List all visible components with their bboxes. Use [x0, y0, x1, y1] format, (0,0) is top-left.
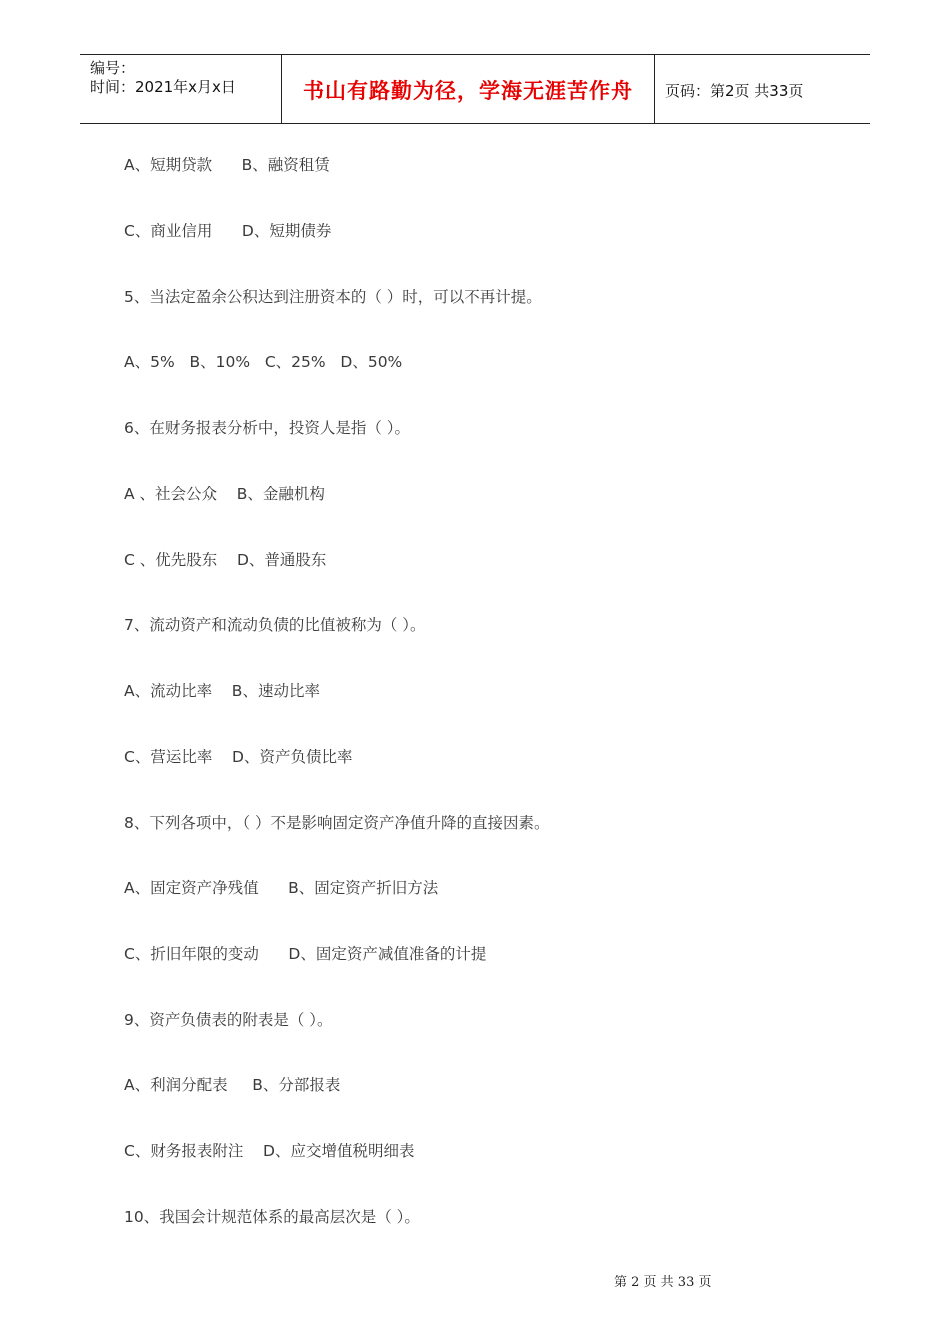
document-time-label: 时间：2021年x月x日 [90, 78, 236, 96]
answer-options-q8-ab: A、固定资产净残值 B、固定资产折旧方法 [124, 879, 439, 897]
answer-options-q5: A、5% B、10% C、25% D、50% [124, 353, 403, 371]
question-10: 10、我国会计规范体系的最高层次是（ ）。 [124, 1208, 420, 1226]
answer-options-q7-cd: C、营运比率 D、资产负债比率 [124, 748, 353, 766]
page-footer: 第 2 页 共 33 页 [614, 1275, 712, 1290]
document-header [80, 54, 870, 124]
header-motto-cell [282, 55, 655, 123]
question-9: 9、资产负债表的附表是（ ）。 [124, 1011, 333, 1029]
document-number-label: 编号： [90, 59, 136, 77]
question-7: 7、流动资产和流动负债的比值被称为（ ）。 [124, 616, 426, 634]
answer-options-q4-ab: A、短期贷款 B、融资租赁 [124, 156, 330, 174]
answer-options-q7-ab: A、流动比率 B、速动比率 [124, 682, 320, 700]
header-meta-cell [80, 55, 282, 123]
answer-options-q6-cd: C 、优先股东 D、普通股东 [124, 551, 327, 569]
question-8: 8、下列各项中，（ ）不是影响固定资产净值升降的直接因素。 [124, 814, 550, 832]
answer-options-q9-ab: A、利润分配表 B、分部报表 [124, 1076, 341, 1094]
answer-options-q8-cd: C、折旧年限的变动 D、固定资产减值准备的计提 [124, 945, 487, 963]
header-page-cell [655, 55, 870, 123]
answer-options-q4-cd: C、商业信用 D、短期债券 [124, 222, 332, 240]
answer-options-q9-cd: C、财务报表附注 D、应交增值税明细表 [124, 1142, 415, 1160]
question-5: 5、当法定盈余公积达到注册资本的（ ）时，可以不再计提。 [124, 288, 542, 306]
header-page-info: 页码：第2页 共33页 [665, 82, 804, 100]
header-motto: 书山有路勤为径，学海无涯苦作舟 [303, 79, 633, 103]
answer-options-q6-ab: A 、社会公众 B、金融机构 [124, 485, 325, 503]
question-6: 6、在财务报表分析中，投资人是指（ ）。 [124, 419, 411, 437]
